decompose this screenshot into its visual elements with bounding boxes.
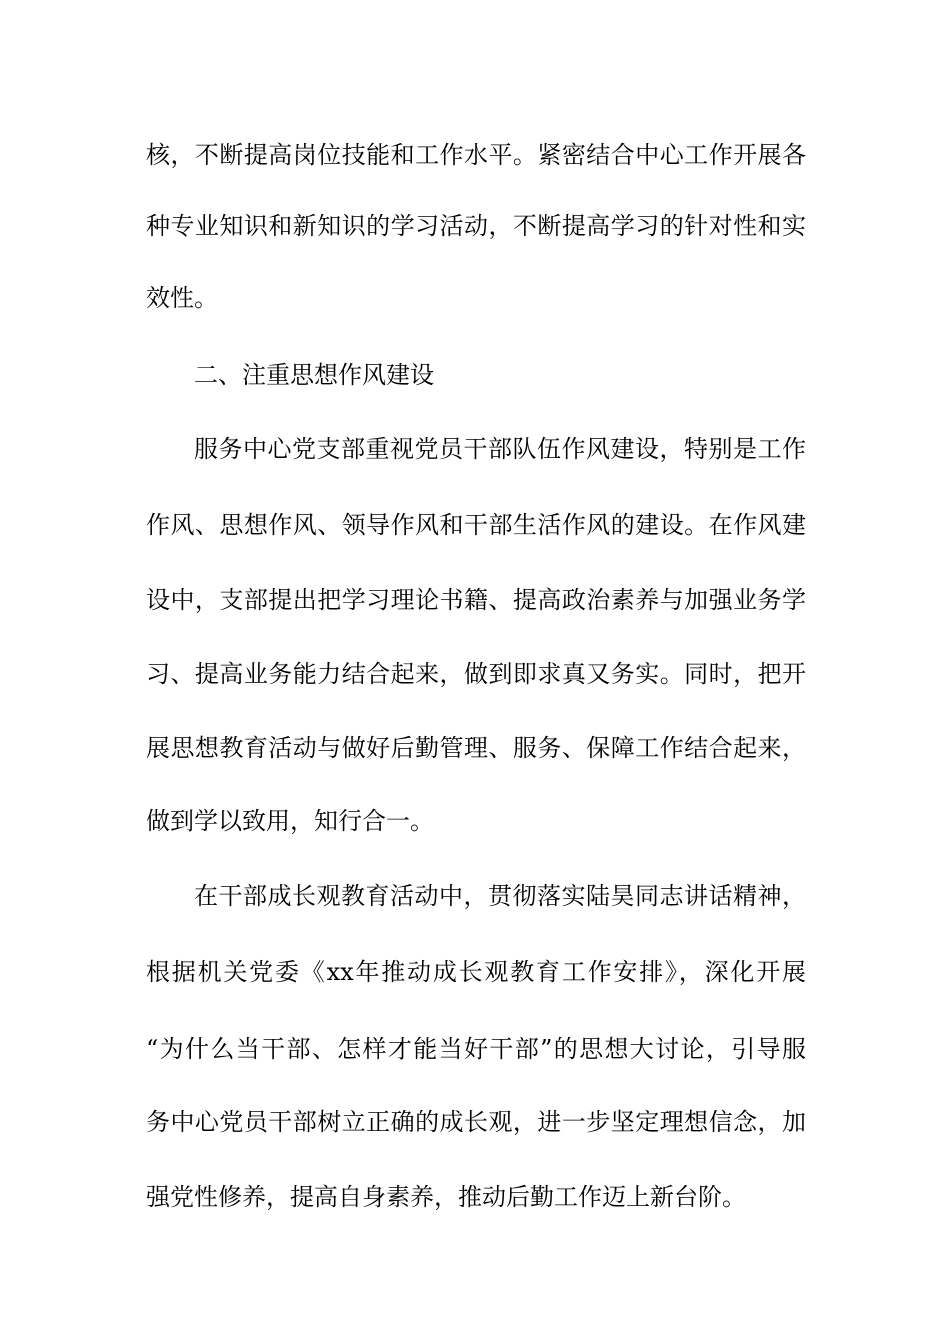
text-line: 强党性修养，提高自身素养，推动后勤工作迈上新台阶。: [146, 1183, 746, 1211]
text-line: 核，不断提高岗位技能和工作水平。紧密结合中心工作开展各: [146, 141, 806, 169]
text-line: 作风、思想作风、领导作风和干部生活作风的建设。在作风建: [146, 511, 806, 539]
text-line: 设中，支部提出把学习理论书籍、提高政治素养与加强业务学: [146, 586, 806, 614]
text-line: 种专业知识和新知识的学习活动，不断提高学习的针对性和实: [146, 212, 806, 240]
text-line: 做到学以致用，知行合一。: [146, 807, 434, 835]
text-line: 展思想教育活动与做好后勤管理、服务、保障工作结合起来，: [146, 734, 806, 762]
text-line: 根据机关党委《xx年推动成长观教育工作安排》，深化开展: [146, 958, 806, 986]
text-line: 习、提高业务能力结合起来，做到即求真又务实。同时，把开: [146, 660, 806, 688]
text-line: 在干部成长观教育活动中，贯彻落实陆昊同志讲话精神，: [194, 882, 806, 910]
text-line: “为什么当干部、怎样才能当好干部”的思想大讨论，引导服: [146, 1035, 806, 1063]
text-line: 服务中心党支部重视党员干部队伍作风建设，特别是工作: [194, 435, 806, 463]
text-line: 务中心党员干部树立正确的成长观，进一步坚定理想信念，加: [146, 1108, 806, 1136]
text-line: 效性。: [146, 284, 218, 312]
section-heading: 二、注重思想作风建设: [194, 361, 434, 389]
